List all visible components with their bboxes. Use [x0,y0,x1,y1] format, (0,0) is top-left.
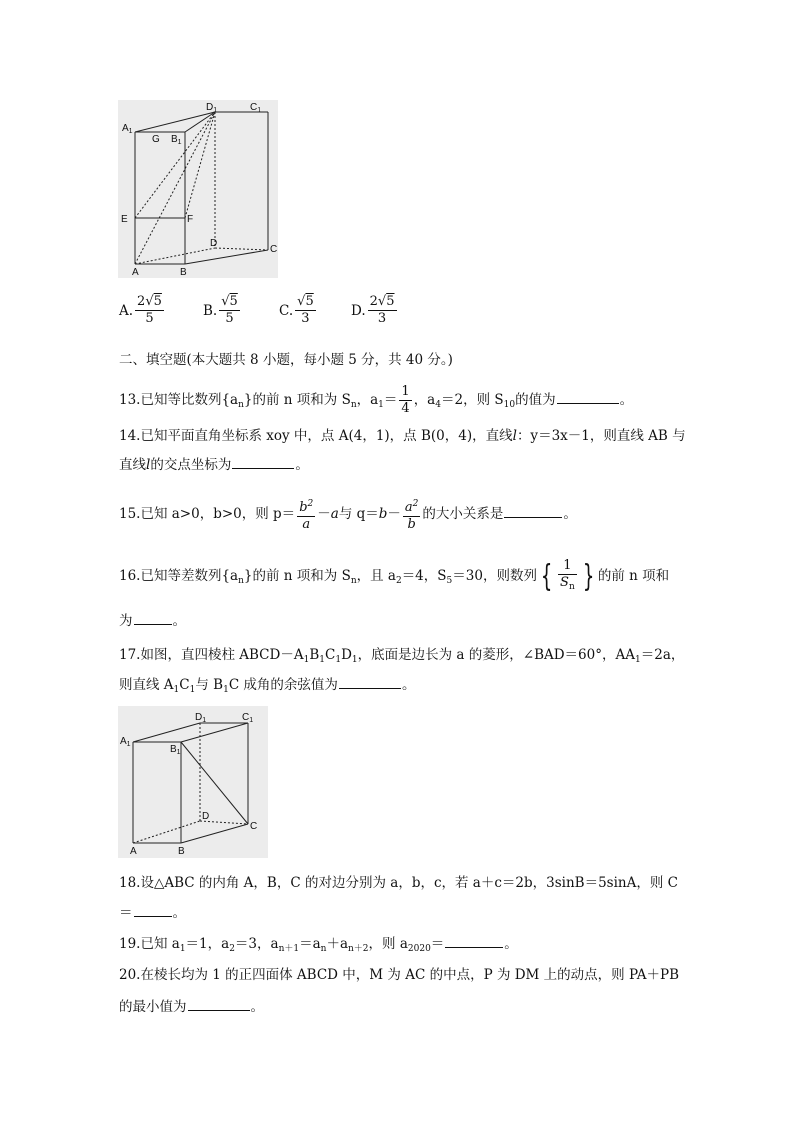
question-20-line-1: 20.在棱长均为 1 的正四面体 ABCD 中，M 为 AC 的中点，P 为 DM 上的动点，则 PA＋PB [119,967,680,983]
label-B1: $B_1$ [170,744,181,756]
answer-blank-16[interactable] [134,611,172,625]
choice-a-fraction: $\frac{2√5}{5}$ [137,294,162,326]
question-16-line-1: 16.已知等差数列$\{a_n\}$的前 n 项和为 $S_n$，且 $a_2=4$，$S_5=30$，则数列 { $\frac{1}{S_n}$ } 的前 n 项和 [119,558,670,594]
answer-blank-13[interactable] [557,390,619,404]
choice-a[interactable] [119,294,203,327]
label-G: G [152,134,160,145]
label-B: B [180,267,187,278]
answer-blank-17[interactable] [339,675,401,689]
question-16-line-2: 为 。 [119,613,186,629]
choice-c-fraction: $\frac{√5}{3}$ [297,294,314,326]
fraction-one-quarter: $\frac{1}{4}$ [401,384,410,416]
answer-blank-18[interactable] [134,903,172,917]
prism-figure-1 [118,100,278,278]
choice-d[interactable] [351,294,431,327]
question-18-line-1: 18.设△ABC 的内角 A，B，C 的对边分别为 a，b，c，若 a＋c＝2b，3sinB＝5sinA，则 C [119,875,678,891]
label-D1: $D_1$ [195,712,207,724]
label-E: E [121,214,128,225]
label-D1: $D_1$ [206,102,218,114]
choice-c[interactable] [279,294,351,327]
label-B1: $B_1$ [171,134,182,146]
label-C: C [270,244,278,255]
answer-blank-15[interactable] [504,504,562,518]
label-B: B [178,846,185,857]
choice-d-label: D. [351,302,366,319]
choices-row [119,294,431,327]
question-17-line-1: 17.如图，直四棱柱 $ABCD-A_1B_1C_1D_1$，底面是边长为 a 的菱形，∠BAD＝60°，$AA_1=2a$， [119,647,685,665]
choice-b-label: B. [203,302,218,319]
fraction-a2-over-b: $\frac{a^2}{b}$ [403,496,421,533]
label-C: C [250,821,258,832]
question-20-line-2: 的最小值为 。 [119,999,264,1015]
question-17-line-2: 则直线 $A_1C_1$与 $B_1C$ 成角的余弦值为 。 [119,677,416,695]
label-D: D [210,238,218,249]
label-C1: $C_1$ [242,712,254,724]
choice-b-fraction: $\frac{√5}{5}$ [221,294,238,326]
fraction-b2-over-a: $\frac{b^2}{a}$ [297,496,315,533]
label-A1: $A_1$ [120,736,131,748]
choice-a-label: A. [119,302,134,319]
choice-c-label: C. [279,302,294,319]
label-C1: $C_1$ [250,102,262,114]
choice-d-fraction: $\frac{2√5}{3}$ [369,294,395,326]
answer-blank-14[interactable] [232,455,294,469]
fraction-one-over-sn: $\frac{1}{S_n}$ [560,558,575,592]
choice-b[interactable] [203,294,279,327]
question-19: 19.已知 $a_1=1$，$a_2=3$，$a_{n+1}=a_n+a_{n+2}$，则 $a_{2020}=$ 。 [119,936,518,954]
question-13: 13.已知等比数列$\{a_n\}$的前 n 项和为 $S_n$，$a_1=$ $\frac{1}{4}$ ，$a_4=2$，则 $S_{10}$的值为 。 [119,384,634,416]
label-D: D [202,811,210,822]
question-14-line-2: 直线l的交点坐标为 。 [119,457,309,473]
label-A1: $A_1$ [122,123,133,135]
section-heading: 二、填空题(本大题共 8 小题，每小题 5 分，共 40 分。) [119,352,453,368]
label-A: A [132,267,139,278]
label-A: A [130,846,137,857]
answer-blank-19[interactable] [445,934,503,948]
prism-figure-2 [118,706,268,858]
question-15: 15.已知 a>0，b>0，则 p＝ $\frac{b^2}{a}$ －a与 q＝b－ $\frac{a^2}{b}$ 的大小关系是 。 [119,494,577,534]
prism-diagram-1 [118,100,278,278]
question-18-line-2: ＝ 。 [119,905,186,921]
answer-blank-20[interactable] [188,997,250,1011]
prism-diagram-2 [118,706,268,858]
question-14-line-1: 14.已知平面直角坐标系 xoy 中，点 A(4，1)，点 B(0，4)，直线l：y＝3x－1，则直线 AB 与 [119,428,686,444]
label-F: F [187,214,194,225]
